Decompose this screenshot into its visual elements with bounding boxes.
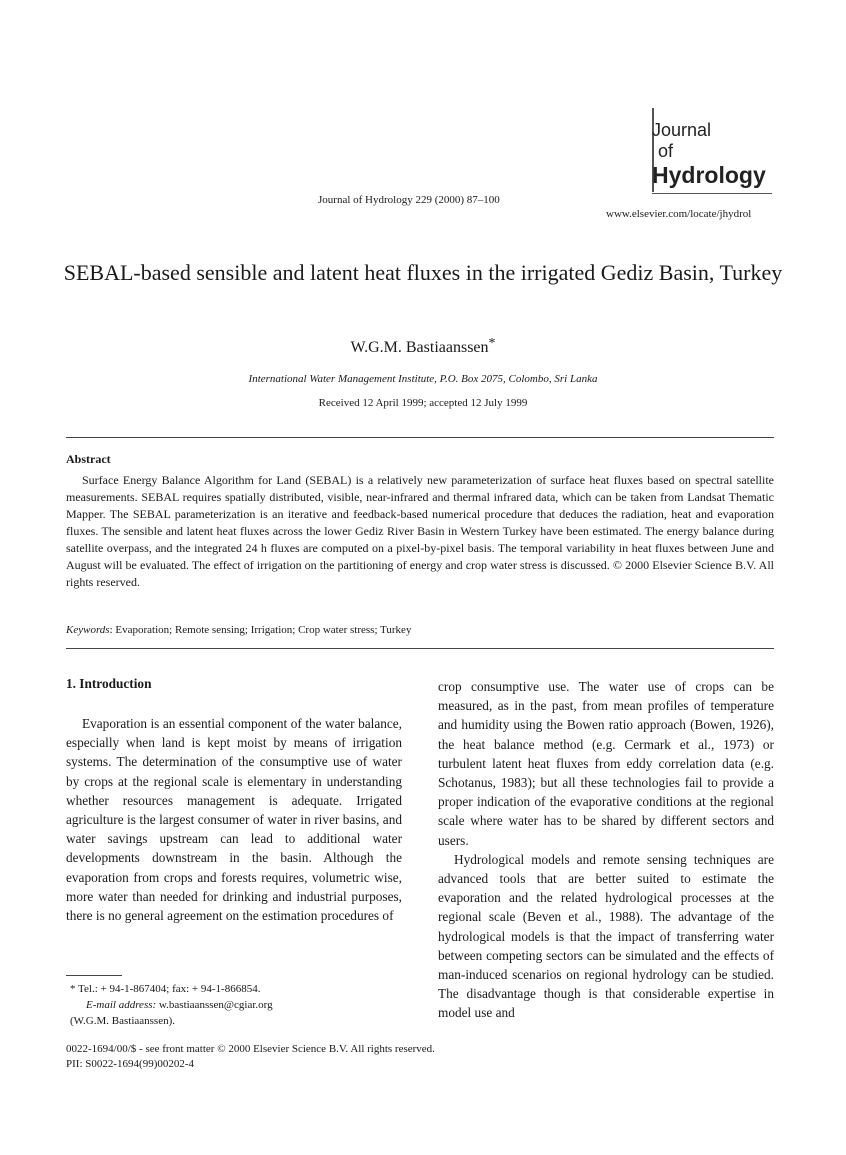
column-right	[438, 677, 774, 1023]
keywords-list: : Evaporation; Remote sensing; Irrigation; Crop water stress; Turkey	[109, 624, 412, 636]
author-line	[60, 336, 786, 357]
journal-url[interactable]: www.elsevier.com/locate/jhydrol	[606, 208, 752, 220]
received-dates: Received 12 April 1999; accepted 12 July 1999	[318, 397, 528, 409]
affiliation: International Water Management Institute, P.O. Box 2075, Colombo, Sri Lanka	[248, 373, 598, 385]
author-name: W.G.M. Bastiaanssen	[350, 339, 489, 356]
footnote-tel: * Tel.: + 94-1-867404; fax: + 94-1-866854.	[70, 983, 261, 995]
footnote	[66, 981, 402, 1029]
journal-logo-rule-horizontal	[652, 193, 772, 194]
intro-paragraph-1: Evaporation is an essential component of the water balance, especially when land is kept moist by means of irrigation systems. The determination of the consumptive use of water by crops at the regional scale is elementary in understanding whether resources management is adequate. Irrigated agriculture is the largest consumer of water in river basins, and water savings upstream can lead to additional water developments downstream in the basin. Although the evaporation from crops and forests requires, volumetric wise, more water than needed for drinking and industrial purposes, there is no general agreement on the estimation procedures of	[66, 716, 402, 924]
intro-paragraph-2: Hydrological models and remote sensing techniques are advanced tools that are better suited to estimate the evaporation and the related hydrological processes at the regional scale (Beven et al., 1988). The advantage of the hydrological models is that the impact of transferring water between competing sectors can be simulated and the effects of man-induced scenarios on regional hydrology can be studied. The disadvantage though is that considerable expertise in model use and	[438, 851, 774, 1021]
logo-line-3: Hydrology	[652, 162, 766, 188]
copyright-block	[66, 1042, 435, 1072]
abstract-text: Surface Energy Balance Algorithm for Land (SEBAL) is a relatively new parameterization of surface heat fluxes based on spectral satellite measurements. SEBAL requires spatially distributed, visible, near-infrared and thermal infrared data, which can be taken from Landsat Thematic Mapper. The SEBAL parameterization is an iterative and feedback-based numerical procedure that deduces the radiation, heat and evaporation fluxes. The sensible and latent heat fluxes across the lower Gediz River Basin in Western Turkey have been estimated. The energy balance during satellite overpass, and the integrated 24 h fluxes are computed on a pixel-by-pixel basis. The temporal variability in heat fluxes between June and August will be evaluated. The effect of irrigation on the partitioning of energy and crop water stress is discussed. © 2000 Elsevier Science B.V. All rights reserved.	[66, 473, 774, 589]
journal-logo	[652, 120, 777, 188]
footnote-email-line	[66, 997, 402, 1013]
author-footnote-mark[interactable]: *	[488, 336, 496, 351]
pii-line: PII: S0022-1694(99)00202-4	[66, 1058, 195, 1070]
footnote-email[interactable]: w.bastiaanssen@cgiar.org	[156, 999, 273, 1011]
footnote-name: (W.G.M. Bastiaanssen).	[70, 1015, 175, 1027]
logo-line-2: of	[658, 141, 674, 161]
keywords-label: Keywords	[66, 624, 110, 636]
abstract-heading: Abstract	[66, 452, 111, 466]
copyright-line: 0022-1694/00/$ - see front matter © 2000 Elsevier Science B.V. All rights reserved.	[66, 1043, 435, 1055]
section-heading-introduction: 1. Introduction	[66, 676, 152, 691]
footnote-email-label: E-mail address:	[86, 999, 157, 1011]
footnote-rule	[66, 975, 122, 976]
keywords	[66, 624, 411, 636]
intro-paragraph-1-continued: crop consumptive use. The water use of crops can be measured, as in the past, from mean profiles of temperature and humidity using the Bowen ratio approach (Bowen, 1926), the heat balance method (e.g. Cermark et al., 1973) or turbulent latent heat fluxes from eddy correlation data (e.g. Schotanus, 1983); but all these technologies fail to provide a proper indication of the evaporative conditions at the regional scale where water has to be shared by different sectors and users.	[438, 679, 774, 848]
abstract-bottom-rule	[66, 648, 774, 649]
logo-line-1: Journal	[652, 120, 712, 140]
column-left	[66, 714, 402, 925]
article-title: SEBAL-based sensible and latent heat fluxes in the irrigated Gediz Basin, Turkey	[63, 260, 783, 285]
abstract-top-rule	[66, 437, 774, 438]
journal-citation: Journal of Hydrology 229 (2000) 87–100	[318, 194, 500, 206]
